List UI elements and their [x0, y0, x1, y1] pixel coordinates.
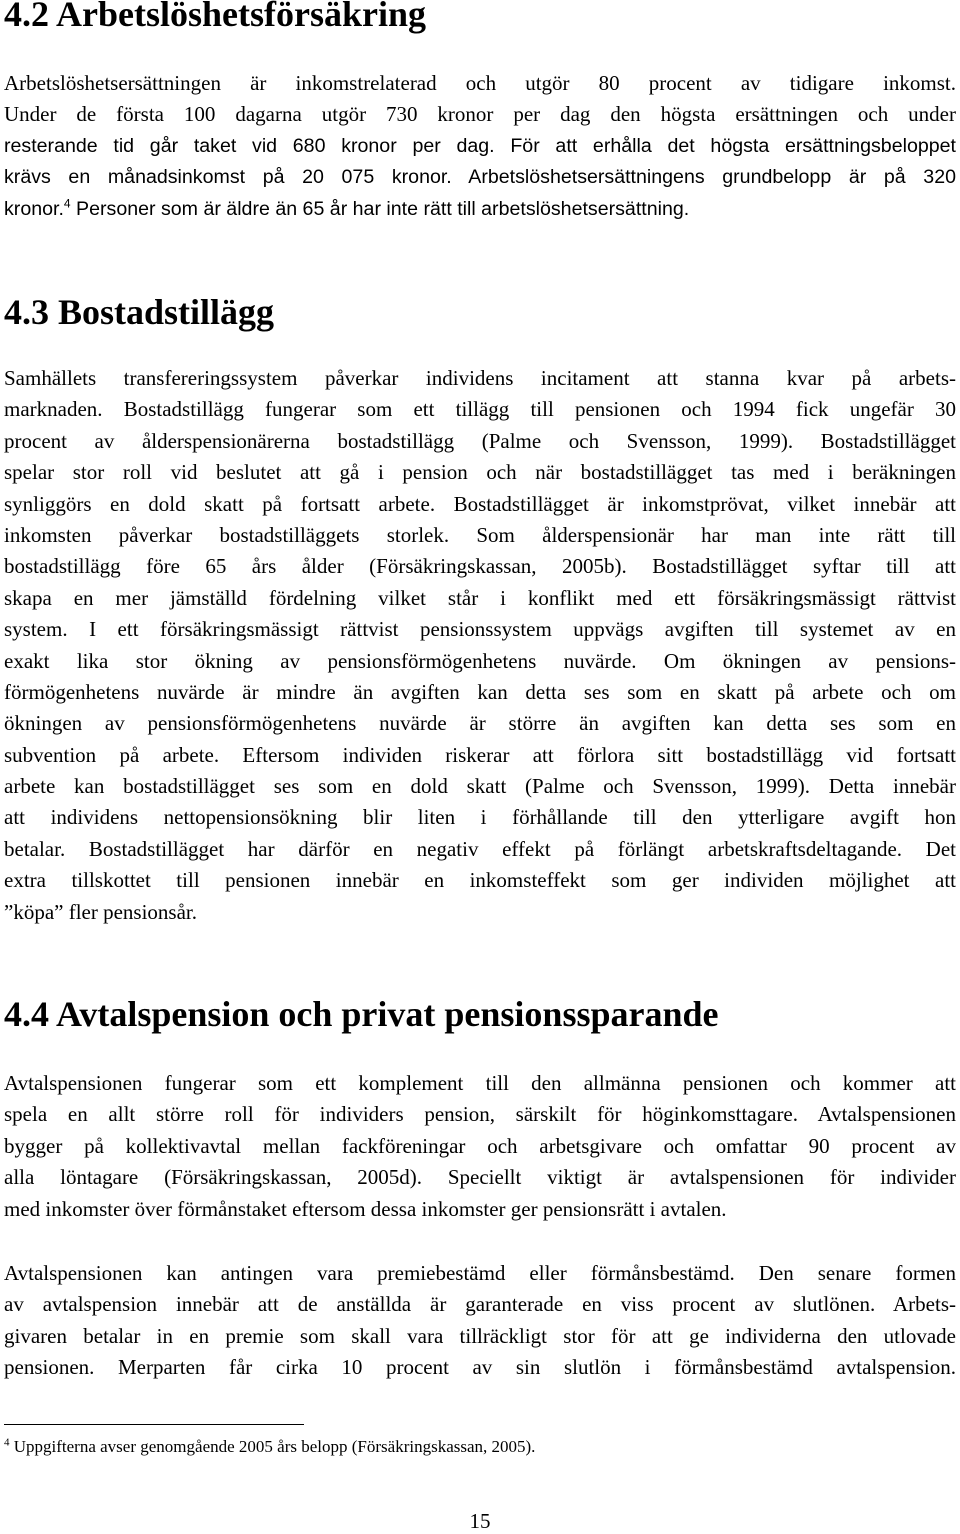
text-line: extra tillskottet till pensionen innebär en inkomsteffekt som ger individen möjlighet att — [4, 868, 956, 893]
text-line: skapa en mer jämställd fördelning vilket står i konflikt med ett försäkringsmässigt rättvist — [4, 585, 956, 610]
text-line: förmögenhetens nuvärde är mindre än avgiften kan detta ses som en skatt på arbete och om — [4, 679, 956, 704]
text-line: av avtalspension innebär att de anställda är garanterade en viss procent av slutlönen. Arbets- — [4, 1292, 956, 1317]
text-line: spela en allt större roll för individers pension, särskilt för höginkomsttagare. Avtalspensionen — [4, 1102, 956, 1127]
text-line: bostadstillägg före 65 års ålder (Försäkringskassan, 2005b). Bostadstillägget syftar till att — [4, 554, 956, 579]
text-line: betalar. Bostadstillägget har därför en negativ effekt på förlängt arbetskraftsdeltagande. Det — [4, 836, 956, 861]
text-line: Avtalspensionen kan antingen vara premiebestämd eller förmånsbestämd. Den senare formen — [4, 1261, 956, 1285]
text-line: marknaden. Bostadstillägg fungerar som ett tillägg till pensionen och 1994 fick ungefär 30 — [4, 397, 956, 422]
text-line: Arbetslöshetsersättningen är inkomstrelaterad och utgör 80 procent av tidigare inkomst. — [4, 71, 956, 95]
text-fragment: Personer som är äldre än 65 år har inte rätt till arbetslöshetsersättning. — [70, 197, 690, 220]
section-heading-4-4: 4.4 Avtalspension och privat pensionssparande — [4, 994, 719, 1034]
text-line: arbete kan bostadstillägget ses som en dold skatt (Palme och Svensson, 1999). Detta innebär — [4, 774, 956, 799]
footnote-text: Uppgifterna avser genomgående 2005 års belopp (Försäkringskassan, 2005). — [9, 1437, 536, 1456]
paragraph-4-3 — [4, 363, 956, 928]
text-line: system. I ett försäkringsmässigt rättvist pensionssystem uppvägs avgiften till systemet av en — [4, 617, 956, 642]
paragraph-4-4-first — [4, 1068, 956, 1225]
section-heading-4-2: 4.2 Arbetslöshetsförsäkring — [4, 0, 426, 34]
text-line: krävs en månadsinkomst på 20 075 kronor. Arbetslöshetsersättningens grundbelopp är på 320 — [4, 166, 956, 189]
text-line: ökningen av pensionsförmögenhetens nuvärde är större än avgiften kan detta ses som en — [4, 711, 956, 736]
text-line: ”köpa” fler pensionsår. — [4, 899, 198, 924]
text-line: Samhällets transfereringssystem påverkar individens incitament att stanna kvar på arbets- — [4, 366, 956, 390]
text-fragment: kronor. — [4, 197, 64, 220]
page-number: 15 — [469, 1509, 491, 1533]
text-line: resterande tid går taket vid 680 kronor per dag. För att erhålla det högsta ersättningsbeloppet — [4, 134, 956, 157]
footnote-marker: 4 — [4, 1436, 10, 1449]
text-line: pensionen. Merparten får cirka 10 procent av sin slutlön i förmånsbestämd avtalspension. — [4, 1355, 956, 1380]
text-line: exakt lika stor ökning av pensionsförmögenhetens nuvärde. Om ökningen av pensions- — [4, 648, 956, 673]
text-line: subvention på arbete. Eftersom individen riskerar att förlora sitt bostadstillägg vid fortsatt — [4, 742, 956, 767]
footnote — [4, 1436, 535, 1458]
text-line: inkomsten påverkar bostadstilläggets storlek. Som ålderspensionär har man inte rätt till — [4, 522, 956, 547]
text-line-with-footnote — [4, 194, 956, 225]
text-line: givaren betalar in en premie som skall vara tillräckligt stor för att ge individerna den utlovade — [4, 1323, 956, 1348]
paragraph-4-4-second — [4, 1258, 956, 1384]
text-line: Under de första 100 dagarna utgör 730 kronor per dag den högsta ersättningen och under — [4, 102, 956, 127]
text-line: synliggörs en dold skatt på fortsatt arbete. Bostadstillägget är inkomstprövat, vilket innebär att — [4, 491, 956, 516]
paragraph-4-2 — [4, 68, 956, 225]
footnote-reference: 4 — [63, 196, 71, 211]
text-line: Avtalspensionen fungerar som ett komplement till den allmänna pensionen och kommer att — [4, 1071, 956, 1095]
text-line: med inkomster över förmånstaket eftersom dessa inkomster ger pensionsrätt i avtalen. — [4, 1196, 727, 1221]
text-line: att individens nettopensionsökning blir liten i förhållande till den ytterligare avgift hon — [4, 805, 956, 830]
text-line: bygger på kollektivavtal mellan fackföreningar och arbetsgivare och omfattar 90 procent av — [4, 1133, 956, 1158]
section-heading-4-3: 4.3 Bostadstillägg — [4, 292, 275, 332]
text-line: spelar stor roll vid beslutet att gå i pension och när bostadstillägget tas med i beräkningen — [4, 460, 956, 485]
text-line: procent av ålderspensionärerna bostadstillägg (Palme och Svensson, 1999). Bostadstillägget — [4, 428, 956, 453]
text-line: alla löntagare (Försäkringskassan, 2005d). Speciellt viktigt är avtalspensionen för individer — [4, 1165, 956, 1190]
footnote-separator — [4, 1424, 304, 1425]
